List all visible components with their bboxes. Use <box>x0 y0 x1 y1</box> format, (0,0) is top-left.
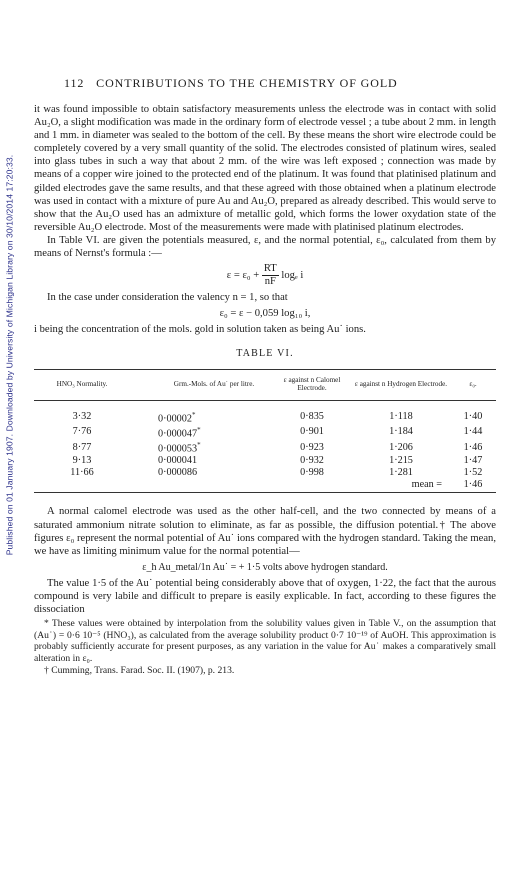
cell-calomel: 0·998 <box>300 466 324 478</box>
cell-normal-potential: 1·44 <box>463 426 483 438</box>
table-header-row <box>34 369 496 400</box>
footnote-mark: * <box>197 425 201 434</box>
cell-normal-potential: 1·52 <box>463 466 483 478</box>
column-header-normality: HNO₃ Normality. <box>34 369 130 400</box>
table-mean-row <box>34 479 496 491</box>
cell-calomel: 0·901 <box>300 426 324 438</box>
cell-concentration <box>130 467 272 479</box>
cell-normal-potential: 1·46 <box>463 441 483 453</box>
nernst-denominator: nF <box>264 276 276 288</box>
cell-hydrogen: 1·215 <box>389 455 413 467</box>
cell-hydrogen: 1·184 <box>389 426 413 438</box>
limit-formula: ε_h Au_metal/1n Au˙ = + 1·5 volts above hydrogen standard. <box>142 561 388 573</box>
cell-concentration-value: 0·00002 <box>158 412 192 424</box>
running-header <box>64 76 504 91</box>
cell-calomel: 0·932 <box>300 455 324 467</box>
table-row <box>34 440 496 455</box>
cell-hydrogen: 1·206 <box>389 441 413 453</box>
column-header-normal-potential: ε₀. <box>450 369 496 400</box>
cell-normality: 8·77 <box>72 441 92 453</box>
cell-normality: 7·76 <box>72 426 92 438</box>
paragraph-electrode-setup: it was found impossible to obtain satisfactory measurements unless the electrode was in contact with solid Au₂O, a slight modification was made in the ordinary form of electrode vessel ; a tube about 2 mm. in length and 1 mm. in diameter was sealed to the bottom of the cell. By these means the short wire electrode could be completely covered by a very small quantity of the solid. The electrodes consisted of platinum wires, sealed into glass tubes in such a way that about 2 mm. of the wire was left exposed ; connection was made by means of a copper wire joined to the protected end of the platinum. It was found that platinised platinum and gilded electrodes gave the same results, and that these agreed with those obtained when a platinum electrode was used in contact with a mixture of pure Au and Au₂O, prepared as already described. This would serve to show that the Au₂O used has an admixture of metallic gold, which forms the lower oxydation state of the reversible Au₂O electrode. Most of the measurements were made with platinised platinum electrodes. <box>34 104 496 233</box>
cell-concentration <box>130 440 272 455</box>
footnote-mark: * <box>191 410 196 419</box>
cell-normal-potential: 1·47 <box>463 455 483 467</box>
simplified-formula: ε₀ = ε − 0,059 log₁₀ i, <box>219 308 311 320</box>
cell-concentration-value: 0·000086 <box>158 466 198 478</box>
paragraph-oxygen-comparison: The value 1·5 of the Au˙ potential being considerably above that of oxygen, 1·22, the fact that the aurous compound is very labile and difficult to prepare is easily explicable. In fact, according to these figures the dissociation <box>34 577 496 616</box>
page-number: 112 <box>64 76 85 90</box>
footnotes <box>34 618 496 676</box>
nernst-numerator: RT <box>263 263 277 275</box>
publication-watermark <box>3 70 15 640</box>
paragraph-valency: In the case under consideration the valency n = 1, so that <box>47 292 288 304</box>
table-title: TABLE VI. <box>236 348 294 360</box>
nernst-formula-right: logₑ i <box>278 270 304 282</box>
paragraph-table-intro: In Table VI. are given the potentials measured, ε, and the normal potential, ε₀, calculated from them by means of Nernst's formula :— <box>34 234 496 260</box>
cell-normality: 3·32 <box>72 411 92 423</box>
cell-calomel: 0·923 <box>300 441 324 453</box>
mean-value: 1·46 <box>463 478 483 490</box>
cell-concentration <box>130 400 272 425</box>
mean-label: mean = <box>411 478 442 490</box>
footnote-mark: * <box>197 440 201 449</box>
nernst-formula <box>34 263 496 288</box>
paragraph-concentration: i being the concentration of the mols. gold in solution taken as being Au˙ ions. <box>34 324 366 336</box>
page-body <box>34 103 496 676</box>
table-bottom-rule <box>34 492 496 493</box>
cell-concentration-value: 0·000047 <box>158 428 198 440</box>
table-row <box>34 425 496 440</box>
cell-calomel: 0·835 <box>300 411 324 423</box>
potentials-table <box>34 369 496 491</box>
footnote-cumming: † Cumming, Trans. Farad. Soc. II. (1907), p. 213. <box>44 664 235 676</box>
column-header-concentration: Grm.-Mols. of Au˙ per litre. <box>130 369 272 400</box>
cell-normal-potential: 1·40 <box>463 411 483 423</box>
footnote-interpolation: * These values were obtained by interpolation from the solubility values given in Table V., on the assumption that (Au˙) = 0·6 10⁻⁵ (HNO₃), as calculated from the average solubility product 0·7 10⁻¹⁹ of AuOH. This approximation is probably sufficiently accurate for present purposes, as any variation in the value for Au˙ makes a comparatively small alteration in ε₀. <box>34 618 496 664</box>
cell-normality: 9·13 <box>72 455 92 467</box>
nernst-fraction <box>262 263 279 288</box>
cell-concentration <box>130 455 272 467</box>
table-row <box>34 467 496 479</box>
cell-concentration <box>130 425 272 440</box>
cell-concentration-value: 0·000041 <box>158 455 198 467</box>
paragraph-calomel: A normal calomel electrode was used as the other half-cell, and the two connected by means of a saturated ammonium nitrate solution to eliminate, as far as possible, the diffusion potential.† The above figures ε₀ represent the normal potential of Au˙ ions compared with the hydrogen standard. Taking the mean, we have as limiting minimum value for the normal potential— <box>34 506 496 557</box>
cell-concentration-value: 0·000053 <box>158 443 198 455</box>
column-header-calomel: ε against n Calomel Electrode. <box>272 369 352 400</box>
running-title: CONTRIBUTIONS TO THE CHEMISTRY OF GOLD <box>96 76 398 90</box>
table-row <box>34 400 496 425</box>
publication-watermark-text: Published on 01 January 1907. Downloaded by University of Michigan Library on 30/10/2014 17:20:33. <box>4 154 14 556</box>
nernst-formula-left: ε = ε₀ + <box>226 270 262 282</box>
cell-hydrogen: 1·281 <box>389 466 413 478</box>
column-header-hydrogen: ε against n Hydrogen Electrode. <box>352 369 450 400</box>
cell-hydrogen: 1·118 <box>389 411 413 423</box>
table-row <box>34 455 496 467</box>
cell-normality: 11·66 <box>70 466 94 478</box>
